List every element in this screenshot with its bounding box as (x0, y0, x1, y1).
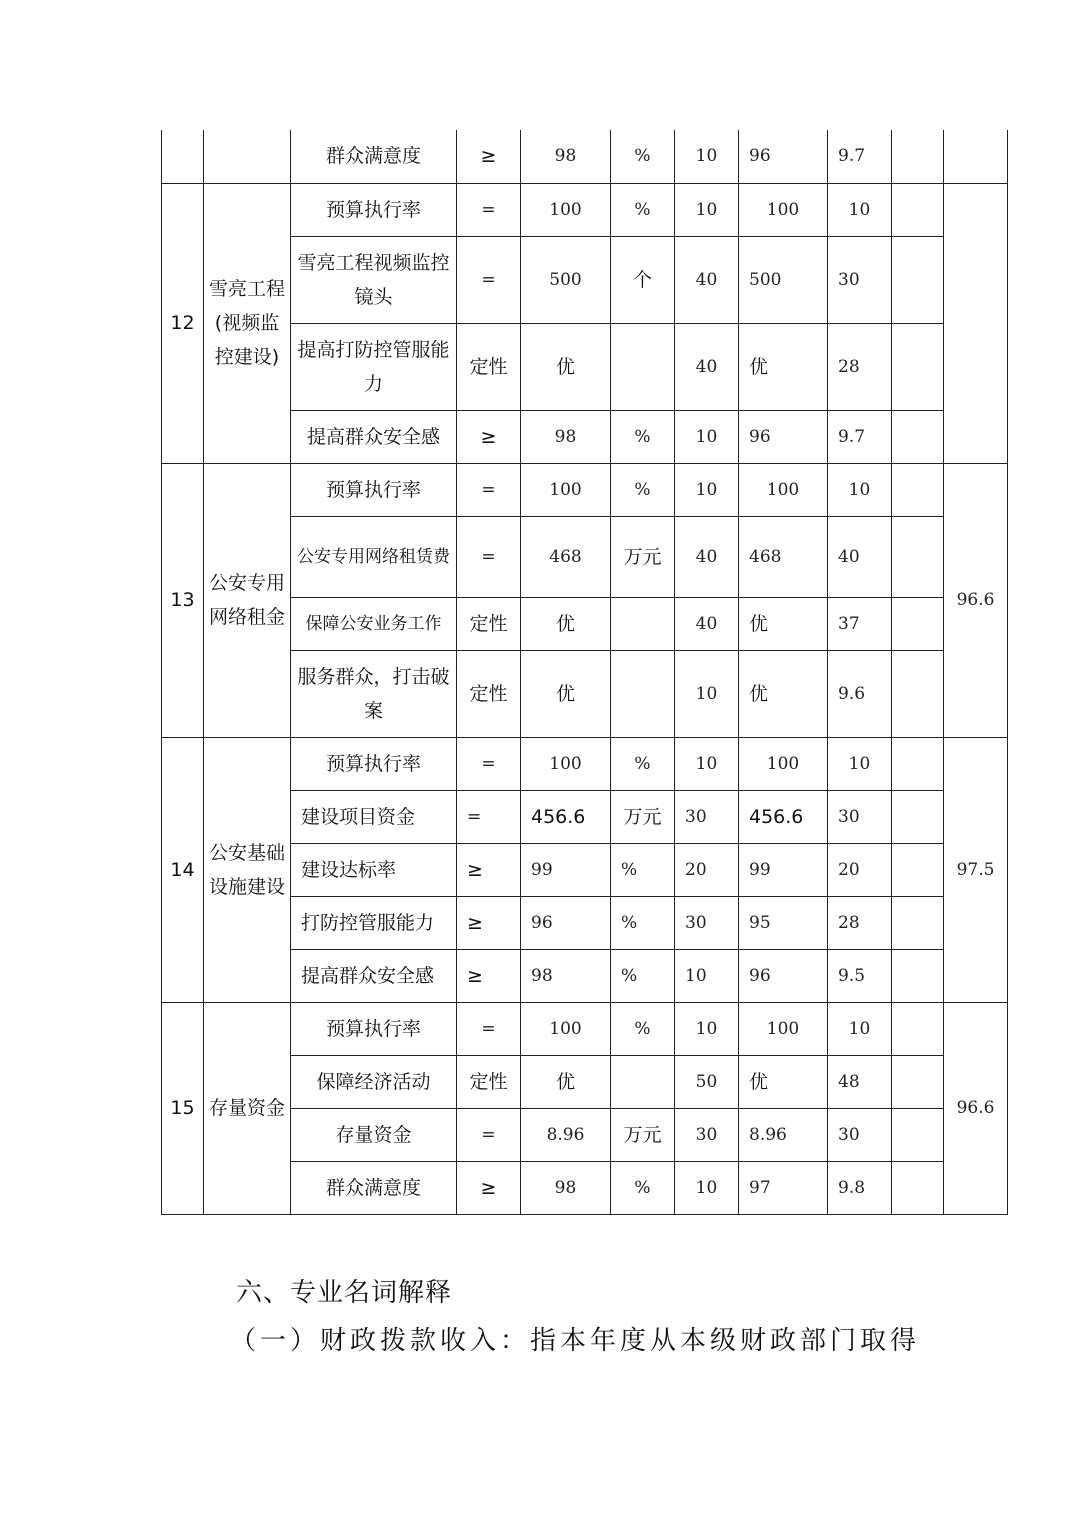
table-row (162, 130, 1008, 183)
score-cell: 10 (828, 183, 892, 236)
score-cell: 30 (828, 236, 892, 323)
score-cell: 30 (828, 1108, 892, 1161)
indicator-cell: 提高打防控管服能力 (291, 323, 457, 410)
weight-cell: 20 (675, 843, 739, 896)
actual-cell: 100 (739, 737, 828, 790)
project-number: 15 (162, 1002, 204, 1214)
total-cell: 96.6 (944, 463, 1008, 737)
actual-cell: 优 (739, 650, 828, 737)
actual-cell: 8.96 (739, 1108, 828, 1161)
indicator-cell: 预算执行率 (291, 463, 457, 516)
actual-cell: 456.6 (739, 790, 828, 843)
op-cell: 定性 (457, 1055, 521, 1108)
blank-cell (892, 516, 944, 597)
total-cell: 97.5 (944, 737, 1008, 1002)
op-cell: ≥ (457, 410, 521, 463)
project-name: 雪亮工程(视频监控建设) (204, 183, 291, 463)
actual-cell: 100 (739, 463, 828, 516)
op-cell: 定性 (457, 597, 521, 650)
target-cell: 99 (521, 843, 611, 896)
target-cell: 100 (521, 737, 611, 790)
indicator-cell: 雪亮工程视频监控镜头 (291, 236, 457, 323)
blank-cell (892, 949, 944, 1002)
target-cell: 98 (521, 410, 611, 463)
blank-cell (892, 1108, 944, 1161)
actual-cell: 100 (739, 1002, 828, 1055)
target-cell: 100 (521, 1002, 611, 1055)
score-cell: 48 (828, 1055, 892, 1108)
unit-cell (611, 1055, 675, 1108)
total-cell (944, 183, 1008, 463)
table-row (162, 463, 1008, 516)
section-paragraph: （一）财政拨款收入：指本年度从本级财政部门取得 (230, 1326, 921, 1356)
actual-cell: 96 (739, 130, 828, 183)
score-cell: 40 (828, 516, 892, 597)
weight-cell: 40 (675, 323, 739, 410)
target-cell: 优 (521, 1055, 611, 1108)
project-name: 公安专用网络租金 (204, 463, 291, 737)
weight-cell: 30 (675, 896, 739, 949)
weight-cell: 10 (675, 183, 739, 236)
target-cell: 96 (521, 896, 611, 949)
actual-cell: 优 (739, 597, 828, 650)
unit-cell: 万元 (611, 790, 675, 843)
actual-cell: 优 (739, 323, 828, 410)
blank-cell (892, 1161, 944, 1214)
actual-cell: 96 (739, 949, 828, 1002)
score-cell: 9.7 (828, 410, 892, 463)
target-cell: 98 (521, 1161, 611, 1214)
target-cell: 优 (521, 323, 611, 410)
score-cell: 20 (828, 843, 892, 896)
project-number: 13 (162, 463, 204, 737)
op-cell: = (457, 516, 521, 597)
blank-cell (892, 597, 944, 650)
actual-cell: 468 (739, 516, 828, 597)
unit-cell (611, 650, 675, 737)
total-cell: 96.6 (944, 1002, 1008, 1214)
actual-cell: 96 (739, 410, 828, 463)
indicator-cell: 预算执行率 (291, 737, 457, 790)
score-cell: 28 (828, 323, 892, 410)
score-cell: 28 (828, 896, 892, 949)
unit-cell: % (611, 949, 675, 1002)
indicator-cell: 提高群众安全感 (291, 949, 457, 1002)
blank-cell (892, 323, 944, 410)
indicator-cell: 保障经济活动 (291, 1055, 457, 1108)
indicator-cell: 建设达标率 (291, 843, 457, 896)
blank-cell (892, 183, 944, 236)
blank-cell (892, 843, 944, 896)
weight-cell: 40 (675, 597, 739, 650)
unit-cell: 个 (611, 236, 675, 323)
unit-cell: % (611, 1161, 675, 1214)
op-cell: ≥ (457, 130, 521, 183)
target-cell: 500 (521, 236, 611, 323)
actual-cell: 100 (739, 183, 828, 236)
project-cell (204, 130, 291, 183)
actual-cell: 99 (739, 843, 828, 896)
section-heading: 六、专业名词解释 (236, 1278, 453, 1308)
target-cell: 优 (521, 650, 611, 737)
unit-cell: % (611, 183, 675, 236)
unit-cell: % (611, 737, 675, 790)
op-cell: = (457, 790, 521, 843)
weight-cell: 30 (675, 790, 739, 843)
unit-cell: % (611, 843, 675, 896)
op-cell: = (457, 1002, 521, 1055)
indicator-cell: 预算执行率 (291, 1002, 457, 1055)
target-cell: 8.96 (521, 1108, 611, 1161)
op-cell: 定性 (457, 650, 521, 737)
unit-cell: 万元 (611, 1108, 675, 1161)
weight-cell: 10 (675, 130, 739, 183)
score-cell: 10 (828, 737, 892, 790)
score-cell: 37 (828, 597, 892, 650)
indicator-cell: 群众满意度 (291, 130, 457, 183)
total-cell (944, 130, 1008, 183)
op-cell: = (457, 737, 521, 790)
score-cell: 30 (828, 790, 892, 843)
unit-cell: % (611, 1002, 675, 1055)
indicator-cell: 服务群众，打击破案 (291, 650, 457, 737)
actual-cell: 95 (739, 896, 828, 949)
no-cell (162, 130, 204, 183)
indicator-cell: 预算执行率 (291, 183, 457, 236)
target-cell: 98 (521, 130, 611, 183)
actual-cell: 97 (739, 1161, 828, 1214)
weight-cell: 50 (675, 1055, 739, 1108)
indicator-cell: 打防控管服能力 (291, 896, 457, 949)
unit-cell: % (611, 896, 675, 949)
op-cell: ≥ (457, 1161, 521, 1214)
project-name: 存量资金 (204, 1002, 291, 1214)
weight-cell: 10 (675, 949, 739, 1002)
project-number: 14 (162, 737, 204, 1002)
weight-cell: 10 (675, 463, 739, 516)
indicator-cell: 提高群众安全感 (291, 410, 457, 463)
table-row (162, 183, 1008, 236)
project-number: 12 (162, 183, 204, 463)
score-cell: 9.5 (828, 949, 892, 1002)
table-row (162, 737, 1008, 790)
unit-cell (611, 323, 675, 410)
score-cell: 9.8 (828, 1161, 892, 1214)
unit-cell: 万元 (611, 516, 675, 597)
unit-cell: % (611, 463, 675, 516)
actual-cell: 500 (739, 236, 828, 323)
weight-cell: 40 (675, 236, 739, 323)
op-cell: = (457, 1108, 521, 1161)
op-cell: ≥ (457, 896, 521, 949)
blank-cell (892, 737, 944, 790)
blank-cell (892, 236, 944, 323)
blank-cell (892, 1002, 944, 1055)
weight-cell: 10 (675, 737, 739, 790)
unit-cell: % (611, 130, 675, 183)
blank-cell (892, 130, 944, 183)
blank-cell (892, 410, 944, 463)
blank-cell (892, 896, 944, 949)
blank-cell (892, 463, 944, 516)
indicator-cell: 群众满意度 (291, 1161, 457, 1214)
weight-cell: 10 (675, 410, 739, 463)
project-name: 公安基础设施建设 (204, 737, 291, 1002)
weight-cell: 30 (675, 1108, 739, 1161)
actual-cell: 优 (739, 1055, 828, 1108)
weight-cell: 10 (675, 1002, 739, 1055)
target-cell: 468 (521, 516, 611, 597)
target-cell: 优 (521, 597, 611, 650)
op-cell: = (457, 463, 521, 516)
score-cell: 10 (828, 463, 892, 516)
target-cell: 98 (521, 949, 611, 1002)
op-cell: ≥ (457, 949, 521, 1002)
performance-table (161, 130, 1008, 1215)
unit-cell: % (611, 410, 675, 463)
op-cell: = (457, 183, 521, 236)
indicator-cell: 建设项目资金 (291, 790, 457, 843)
blank-cell (892, 1055, 944, 1108)
table-row (162, 1002, 1008, 1055)
blank-cell (892, 790, 944, 843)
op-cell: = (457, 236, 521, 323)
target-cell: 100 (521, 183, 611, 236)
target-cell: 100 (521, 463, 611, 516)
op-cell: ≥ (457, 843, 521, 896)
blank-cell (892, 650, 944, 737)
indicator-cell: 存量资金 (291, 1108, 457, 1161)
target-cell: 456.6 (521, 790, 611, 843)
unit-cell (611, 597, 675, 650)
indicator-cell: 公安专用网络租赁费 (291, 516, 457, 597)
weight-cell: 40 (675, 516, 739, 597)
weight-cell: 10 (675, 650, 739, 737)
score-cell: 9.7 (828, 130, 892, 183)
weight-cell: 10 (675, 1161, 739, 1214)
score-cell: 10 (828, 1002, 892, 1055)
op-cell: 定性 (457, 323, 521, 410)
score-cell: 9.6 (828, 650, 892, 737)
indicator-cell: 保障公安业务工作 (291, 597, 457, 650)
